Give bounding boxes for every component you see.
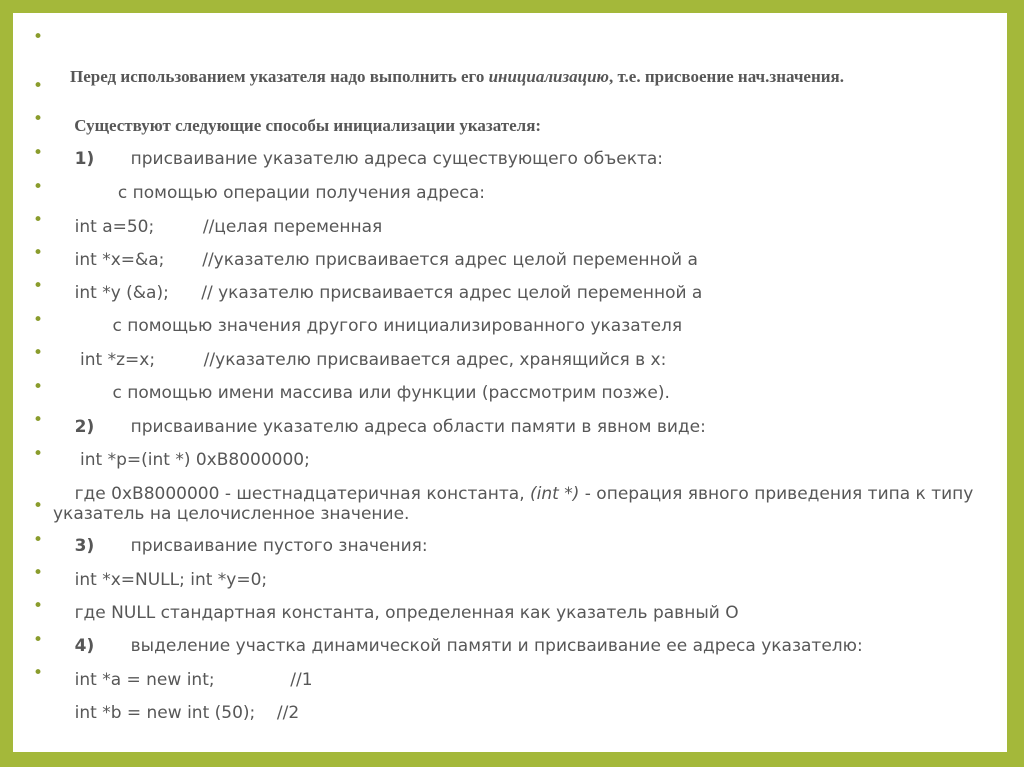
item-text: int *a = new int; //1 [74,670,313,690]
item-text: int *b = new int (50); //2 [74,703,300,723]
item-text: int a=50; //целая переменная [74,217,383,237]
bullet-icon: • [33,243,44,263]
bullet-icon: • [33,630,44,650]
bullet-icon: • [33,177,44,197]
item-text: где NULL стандартная константа, определенная как указатель равный О [74,603,739,623]
item-number: 4) [74,636,95,656]
item-text: с помощью имени массива или функции (рассмотрим позже). [74,383,670,403]
item-text-italic: инициализацию [488,67,609,86]
bullet-icon: • [33,310,44,330]
item-text: - операция явного приведения типа к типу указатель на целочисленное значение. [53,484,979,524]
slide [13,13,1007,752]
bullet-icon: • [33,563,44,583]
bullet-icon: • [33,143,44,163]
bullet-icon: • [33,276,44,296]
bullet-icon: • [33,377,44,397]
item-text: Существуют следующие способы инициализации указателя: [70,116,542,135]
item-text: int *y (&a); // указателю присваивается адрес целой переменной а [74,283,703,303]
bullet-icon: • [33,444,44,464]
item-text: Перед использованием указателя надо выполнить его [70,67,489,86]
item-text: присваивание указателю адреса существующего объекта: [130,149,664,169]
item-text: , т.е. присвоение нач.значения. [608,67,844,86]
item-text: присваивание указателю адреса области памяти в явном виде: [130,417,706,437]
item-text: выделение участка динамической памяти и присваивание ее адреса указателю: [130,636,863,656]
item-text: с помощью значения другого инициализированного указателя [74,316,683,336]
item-text: int *x=&a; //указателю присваивается адрес целой переменной а [74,250,698,270]
item-text-italic: (int *) [530,484,580,504]
bullet-icon: • [33,663,44,683]
bullet-icon: • [33,343,44,363]
item-text: int *z=x; //указателю присваивается адрес, хранящийся в х: [74,350,667,370]
bullet-icon: • [33,76,44,96]
item-text: где 0хВ8000000 - шестнадцатеричная константа, [74,484,531,504]
bullet-icon: • [33,27,44,47]
bullet-icon: • [33,596,44,616]
item-number: 2) [74,417,95,437]
item-text: присваивание пустого значения: [130,536,428,556]
list-item [33,663,993,743]
item-text: с помощью операции получения адреса: [74,183,485,203]
item-number: 3) [74,536,95,556]
item-text: int *x=NULL; int *y=0; [74,570,268,590]
bullet-icon: • [33,109,44,129]
bullet-icon: • [33,496,44,516]
item-text: int *p=(int *) 0xB8000000; [74,450,310,470]
bullet-icon: • [33,210,44,230]
item-number: 1) [74,149,95,169]
bullet-icon: • [33,530,44,550]
bullet-icon: • [33,410,44,430]
